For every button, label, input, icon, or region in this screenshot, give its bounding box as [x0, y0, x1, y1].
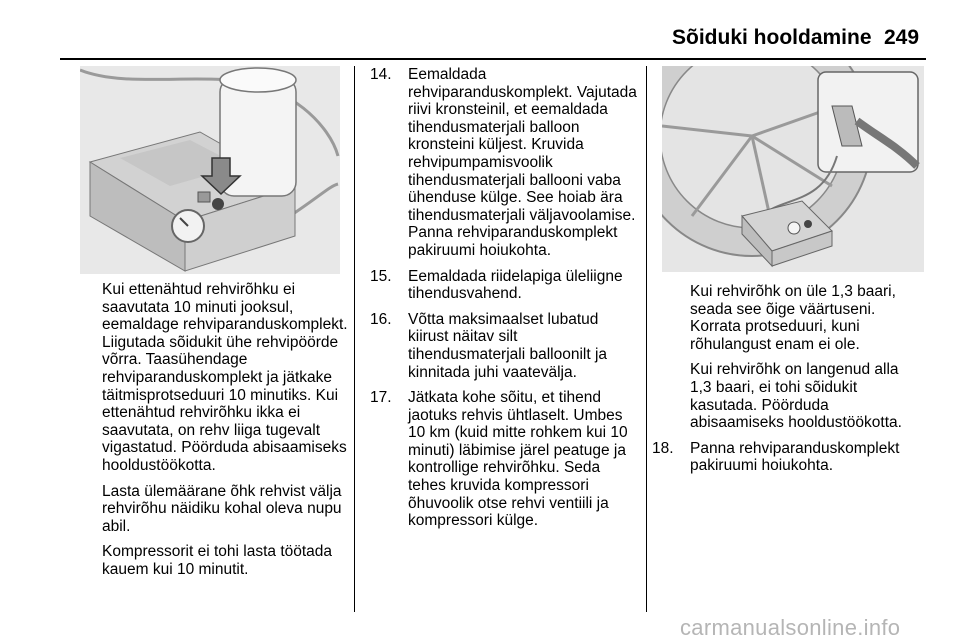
step-text: Panna rehviparanduskomplekt pakiruumi hoiukohta.: [690, 439, 900, 475]
step-number: 15.: [370, 267, 392, 285]
page-number: 249: [884, 26, 920, 49]
compressor-illustration-icon: [80, 66, 340, 274]
step-number: 18.: [652, 439, 674, 457]
list-item: [370, 268, 638, 303]
column-left: [102, 281, 350, 587]
list-item: [370, 311, 638, 381]
list-item: [370, 389, 638, 530]
page-header: [0, 24, 960, 54]
wheel-compressor-illustration-icon: [662, 66, 924, 272]
column-divider: [646, 66, 647, 612]
step-number: 16.: [370, 310, 392, 328]
step-text: Jätkata kohe sõitu, et tihend jaotuks rehvis ühtlaselt. Umbes 10 km (kuid mitte rohkem kui 10 minuti) läbimise järel peatuge ja kontrollige rehvirõhku. Seda tehes kruvida kompressori õhuvoolik otse rehvi ventiili ja kompressori külge.: [408, 389, 628, 530]
steps-list: [370, 66, 638, 530]
paragraph: Kui rehvirõhk on langenud alla 1,3 baari, ei tohi sõidukit kasutada. Pöörduda abisaamiseks hooldustöökotta.: [690, 361, 902, 432]
paragraph: Lasta ülemäärane õhk rehvist välja rehvirõhu näidiku kohal oleva nupu abil.: [102, 482, 342, 535]
header-rule: [60, 58, 926, 60]
step-text: Eemaldada riidelapiga üleliigne tihendusvahend.: [408, 267, 623, 303]
step-text: Eemaldada rehviparanduskomplekt. Vajutada riivi kronsteinil, et eemaldada tihendusmaterjali balloon kronsteini küljest. Kruvida rehvipumpamisvoolik tihendusmaterjali ballooni vaba ühenduse külge. See hoiab ära tihendusmaterjali väljavoolamise. Panna rehviparanduskomplekt pakiruumi hoiukohta.: [408, 66, 637, 259]
column-right: [652, 283, 920, 483]
watermark: carmanualsonline.info: [680, 615, 901, 640]
paragraph: Kompressorit ei tohi lasta töötada kauem kui 10 minutit.: [102, 543, 333, 578]
step-text: Võtta maksimaalset lubatud kiirust näitav silt tihendusmaterjali balloonilt ja kinnitada juhi vaatevälja.: [408, 310, 608, 381]
column-middle: [370, 66, 638, 538]
step-number: 17.: [370, 389, 392, 407]
paragraph: Kui ettenähtud rehvirõhku ei saavutata 10 minuti jooksul, eemaldage rehviparanduskomplekt. Liigutada sõidukit ühe rehvipöörde võrra. Taasühendage rehviparanduskomplekt ja jätkake täitmisprotseduuri 10 minutiks. Kui ettenähtud rehvirõhku ikka ei saavutata, on rehv liiga tugevalt vigastatud. Pöörduda abisaamiseks hooldustöökotta.: [102, 281, 348, 474]
paragraph: Kui rehvirõhk on üle 1,3 baari, seada see õige väärtuseni. Korrata protseduuri, kuni rõhulangust enam ei ole.: [690, 283, 896, 353]
list-item: [370, 66, 638, 260]
page-title: Sõiduki hooldamine: [672, 26, 872, 49]
steps-list: [652, 440, 920, 475]
list-item: [652, 440, 920, 475]
step-number: 14.: [370, 66, 392, 83]
column-divider: [354, 66, 355, 612]
